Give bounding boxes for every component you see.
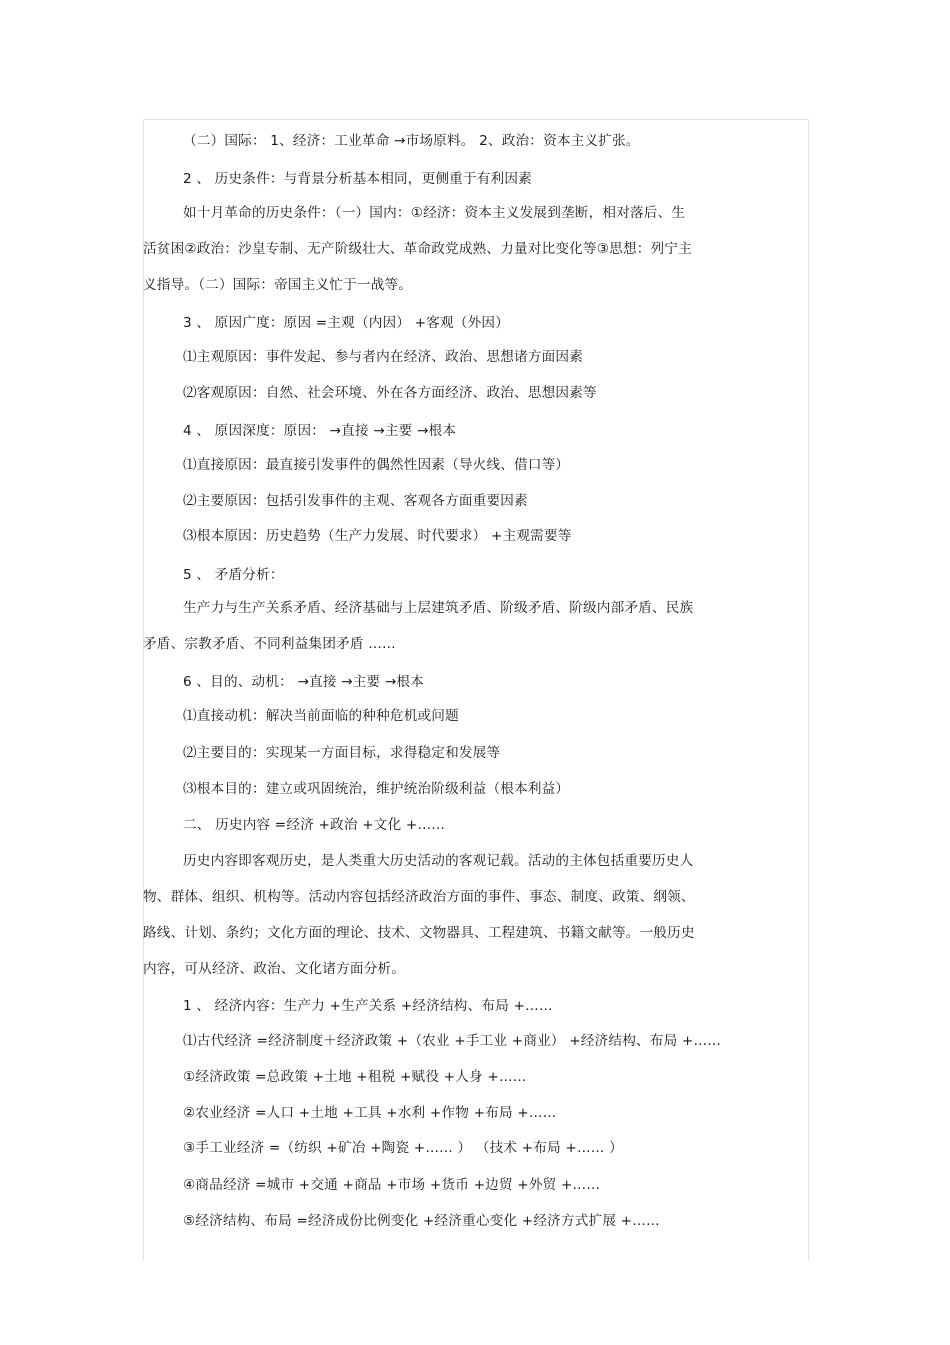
text-line: ⑴直接原因：最直接引发事件的偶然性因素（导火线、借口等） — [183, 457, 570, 473]
text-line: ⑵客观原因：自然、社会环境、外在各方面经济、政治、思想因素等 — [183, 385, 597, 401]
text-line: 生产力与生产关系矛盾、经济基础与上层建筑矛盾、阶级矛盾、阶级内部矛盾、民族 — [183, 600, 694, 616]
heading-line: 1 、 经济内容：生产力 +生产关系 +经济结构、布局 +…… — [183, 998, 553, 1014]
text-line: 如十月革命的历史条件：（一）国内：①经济：资本主义发展到垄断，相对落后、生 — [183, 205, 686, 221]
text-line: ⑶根本原因：历史趋势（生产力发展、时代要求） +主观需要等 — [183, 528, 572, 544]
heading-line: 4 、 原因深度：原因： →直接 →主要 →根本 — [183, 423, 457, 439]
text-line: ①经济政策 =总政策 +土地 +租税 +赋役 +人身 +…… — [183, 1069, 527, 1085]
text-line: 活贫困②政治：沙皇专制、无产阶级壮大、革命政党成熟、力量对比变化等③思想：列宁主 — [143, 241, 692, 257]
text-line: ⑵主要目的：实现某一方面目标，求得稳定和发展等 — [183, 745, 501, 761]
text-line: ⑴直接动机：解决当前面临的种种危机或问题 — [183, 708, 459, 724]
text-line: ⑤经济结构、布局 =经济成份比例变化 +经济重心变化 +经济方式扩展 +…… — [183, 1213, 660, 1229]
heading-line: 5 、 矛盾分析： — [183, 567, 284, 583]
text-line: 矛盾、宗教矛盾、不同利益集团矛盾 …… — [143, 636, 396, 652]
heading-line: 3 、 原因广度：原因 =主观（内因） +客观（外因） — [183, 315, 509, 331]
text-line: ⑴主观原因：事件发起、参与者内在经济、政治、思想诸方面因素 — [183, 349, 584, 365]
heading-line: 6 、目的、动机： →直接 →主要 →根本 — [183, 674, 425, 690]
text-line: ③手工业经济 =（纺织 +矿冶 +陶瓷 +…… ） （技术 +布局 +…… ） — [183, 1140, 623, 1156]
text-line: ⑵主要原因：包括引发事件的主观、客观各方面重要因素 — [183, 493, 528, 509]
text-line: 义指导。（二）国际：帝国主义忙于一战等。 — [143, 277, 413, 293]
text-line: 物、群体、组织、机构等。活动内容包括经济政治方面的事件、事态、制度、政策、纲领、 — [143, 889, 695, 905]
text-line: ④商品经济 =城市 +交通 +商品 +市场 +货币 +边贸 +外贸 +…… — [183, 1177, 601, 1193]
text-line: 历史内容即客观历史，是人类重大历史活动的客观记载。活动的主体包括重要历史人 — [183, 853, 694, 869]
text-line: ⑶根本目的：建立或巩固统治，维护统治阶级利益（根本利益） — [183, 781, 570, 797]
heading-line: 二、 历史内容 =经济 +政治 +文化 +…… — [183, 817, 446, 833]
text-line: 路线、计划、条约；文化方面的理论、技术、文物器具、工程建筑、书籍文献等。一般历史 — [143, 925, 695, 941]
text-line: （二）国际： 1、经济：工业革命 →市场原料。 2、政治：资本主义扩张。 — [183, 133, 640, 149]
heading-line: 2 、 历史条件：与背景分析基本相同，更侧重于有利因素 — [183, 171, 532, 187]
text-line: 内容，可从经济、政治、文化诸方面分析。 — [143, 961, 406, 977]
text-line: ⑴古代经济 =经济制度＋经济政策 +（农业 +手工业 +商业） +经济结构、布局 +…… — [183, 1033, 722, 1049]
text-line: ②农业经济 =人口 +土地 +工具 +水利 +作物 +布局 +…… — [183, 1105, 557, 1121]
